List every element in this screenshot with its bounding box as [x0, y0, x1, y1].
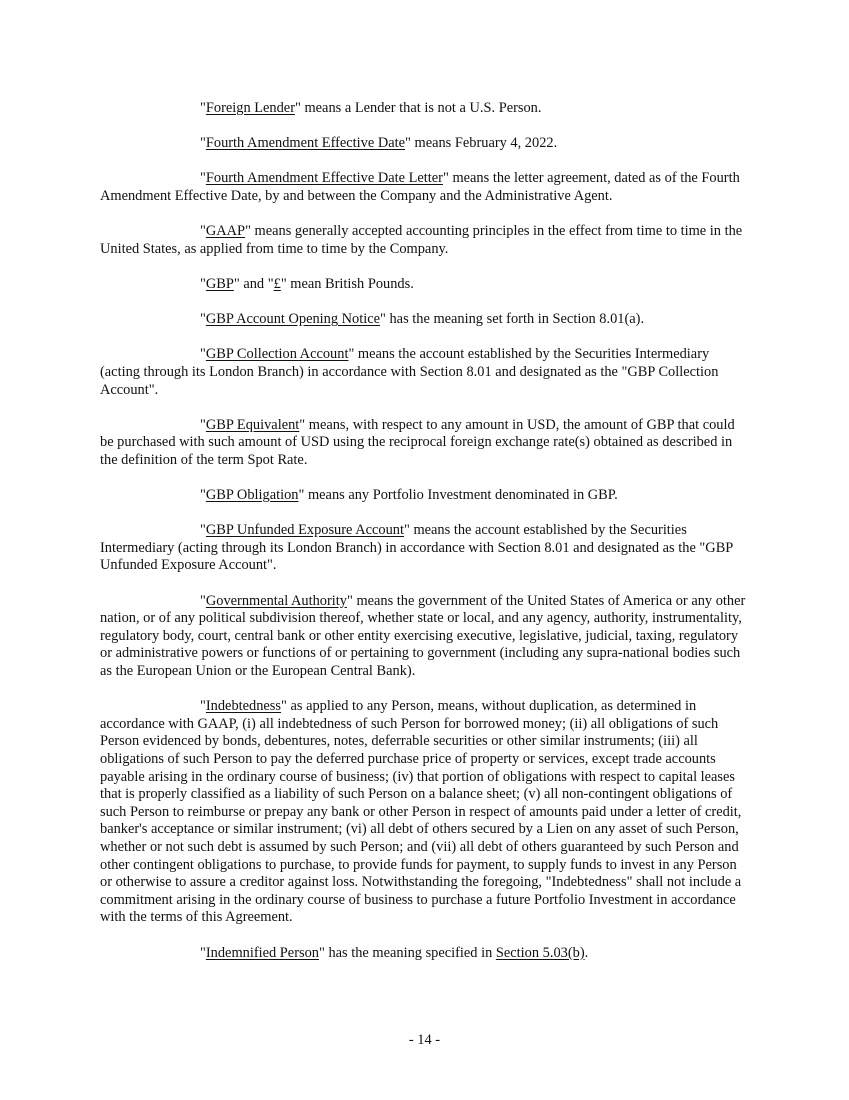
quote: " [200, 170, 206, 187]
definition-text: mean British Pounds. [286, 275, 414, 292]
definition-text: means the government of the United States of America or any other nation, or of any political subdivision thereof, whether state or local, and any agency, authority, instrumentality, regulatory body, court, central bank or other entity exercising executive, legislative, judicial, taxing, regulatory or administrative powers or functions of or pertaining to government (including any supra-national bodies such as the European Union or the European Central Bank). [100, 592, 746, 679]
page-number: - 14 - [408, 1032, 441, 1048]
definition-text: means the account established by the Securities Intermediary (acting through its London Branch) in accordance with Section 8.01 and designated as the "GBP Unfunded Exposure Account". [100, 522, 733, 574]
conjunction-text: and " [239, 275, 274, 292]
quote: " [233, 275, 240, 292]
quote: " [442, 170, 449, 187]
definition-text: means, with respect to any amount in USD, the amount of GBP that could be purchased with such amount of USD using the reciprocal foreign exchange rate(s) obtained as described in the definition of the term Spot Rate. [100, 416, 735, 468]
quote: " [200, 944, 206, 961]
quote: " [298, 487, 305, 504]
quote: " [200, 346, 206, 363]
quote: " [200, 100, 206, 116]
definition-text: means any Portfolio Investment denominated in GBP. [304, 487, 618, 504]
definition-text: means a Lender that is not a U.S. Person. [300, 100, 542, 116]
defined-term: Fourth Amendment Effective Date Letter [205, 170, 443, 187]
section-reference-link[interactable]: Section 5.03(b) [495, 944, 585, 961]
definition-text: means generally accepted accounting principles in the effect from time to time in the United States, as applied from time to time by the Company. [100, 223, 743, 257]
quote: " [380, 311, 386, 328]
defined-term: Indemnified Person [205, 944, 319, 961]
defined-term: Governmental Authority [205, 592, 347, 609]
quote: " [200, 592, 206, 609]
quote: " [200, 275, 206, 292]
quote: " [200, 135, 206, 152]
definition-gbp [100, 276, 748, 294]
defined-term: Indebtedness [205, 698, 282, 715]
quote: " [346, 592, 353, 609]
quote: " [280, 275, 287, 292]
defined-term: GBP Obligation [205, 487, 299, 504]
defined-term: GBP [205, 275, 234, 292]
definition-text: means February 4, 2022. [410, 135, 558, 152]
definition-fourth-amendment-effective-date [100, 135, 748, 153]
definition-indemnified-person [100, 945, 748, 963]
definition-text: means the account established by the Securities Intermediary (acting through its London Branch) in accordance with Section 8.01 and designated as the "GBP Collection Account". [100, 346, 719, 398]
definition-text: has the meaning set forth in Section 8.01(a). [385, 311, 645, 328]
defined-term-symbol: £ [273, 275, 281, 292]
quote: " [200, 311, 206, 328]
definition-indebtedness [100, 698, 748, 927]
definition-gbp-equivalent [100, 417, 748, 470]
defined-term: Fourth Amendment Effective Date [205, 135, 406, 152]
defined-term: GBP Account Opening Notice [205, 311, 381, 328]
defined-term: GAAP [205, 223, 246, 240]
definition-gbp-obligation [100, 487, 748, 505]
quote: " [200, 522, 206, 539]
quote: " [200, 416, 206, 433]
definition-text-tail: . [584, 944, 589, 961]
definition-text: has the meaning specified in [324, 944, 496, 961]
defined-term: GBP Equivalent [205, 416, 300, 433]
definition-gaap [100, 223, 748, 258]
definition-governmental-authority [100, 593, 748, 681]
quote: " [348, 346, 355, 363]
quote: " [318, 944, 325, 961]
defined-term: Foreign Lender [205, 100, 295, 116]
quote: " [295, 100, 301, 116]
defined-term: GBP Unfunded Exposure Account [205, 522, 404, 539]
quote: " [299, 416, 306, 433]
definition-gbp-account-opening-notice [100, 311, 748, 329]
quote: " [245, 223, 251, 240]
definition-text: means the letter agreement, dated as of the Fourth Amendment Effective Date, by and between the Company and the Administrative Agent. [100, 170, 740, 204]
definition-gbp-unfunded-exposure-account [100, 522, 748, 575]
quote: " [200, 223, 206, 240]
definition-foreign-lender [100, 100, 748, 118]
definition-text: as applied to any Person, means, without duplication, as determined in accordance with GAAP, (i) all indebtedness of such Person for borrowed money; (ii) all obligations of such Person evidenced by bonds, debentures, notes, deferrable securities or other similar instruments; (iii) all obligations of such Person to pay the deferred purchase price of property or services, except trade accounts payable arising in the ordinary course of business; (iv) that portion of obligations with respect to capital leases that is properly classified as a liability of such Person on a balance sheet; (v) all non-contingent obligations of such Person to reimburse or prepay any bank or other Person in respect of amounts paid under a letter of credit, banker's acceptance or similar instrument; (vi) all debt of others secured by a Lien on any asset of such Person, whether or not such debt is assumed by such Person; and (vii) all debt of others guaranteed by such Person and other contingent obligations to purchase, to provide funds for payment, to supply funds to invest in any Person or otherwise to assure a creditor against loss. Notwithstanding the foregoing, "Indebtedness" shall not include a commitment arising in the ordinary course of business to purchase a future Portfolio Investment in accordance with the terms of this Agreement. [100, 698, 742, 926]
quote: " [281, 698, 287, 715]
definition-gbp-collection-account [100, 346, 748, 399]
quote: " [405, 135, 411, 152]
defined-term: GBP Collection Account [205, 346, 349, 363]
quote: " [200, 487, 206, 504]
definition-fourth-amendment-effective-date-letter [100, 170, 748, 205]
quote: " [200, 698, 206, 715]
quote: " [403, 522, 410, 539]
document-page [100, 100, 748, 980]
